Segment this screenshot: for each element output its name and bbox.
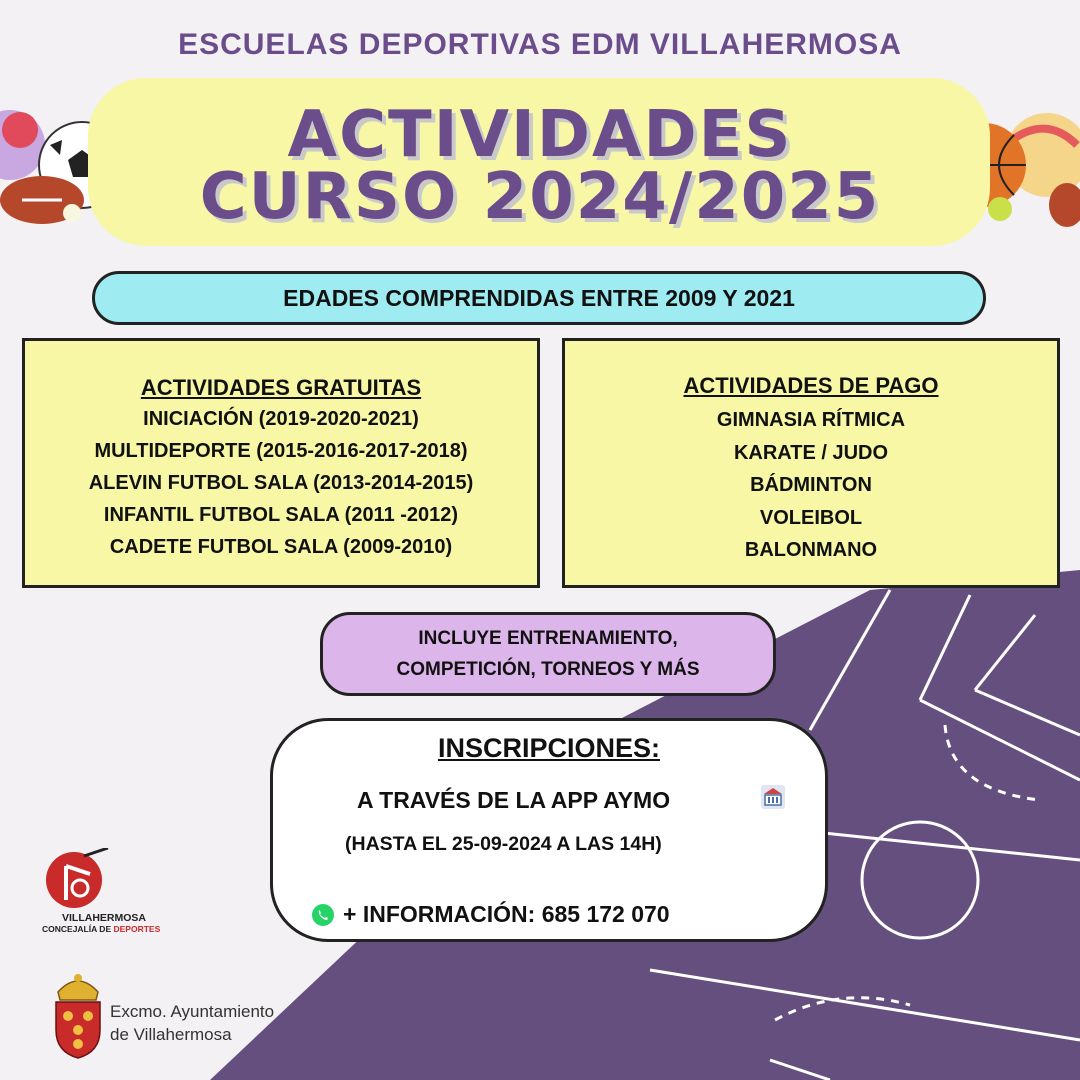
page-header-title: ESCUELAS DEPORTIVAS EDM VILLAHERMOSA [178,28,902,61]
sports-logo-concejalia: CONCEJALÍA DE DEPORTES [42,924,161,934]
free-activity-item: MULTIDEPORTE (2015-2016-2017-2018) [94,440,468,462]
registration-title: INSCRIPCIONES: [437,733,661,763]
paid-activity-item: KARATE / JUDO [733,441,889,464]
sports-logo-name: VILLAHERMOSA [62,912,146,924]
footer-line2: de Villahermosa [110,1025,232,1044]
coat-of-arms-icon [50,970,106,1060]
sports-logo-icon [44,848,110,914]
free-activity-item: CADETE FUTBOL SALA (2009-2010) [109,536,453,558]
registration-app-text: A TRAVÉS DE LA APP AYMO [357,787,671,813]
registration-deadline: (HASTA EL 25-09-2024 A LAS 14H) [345,833,662,855]
ages-banner: EDADES COMPRENDIDAS ENTRE 2009 Y 2021 [92,271,986,325]
includes-banner [320,612,776,696]
footer-municipality [110,1000,274,1046]
registration-info-phone[interactable]: + INFORMACIÓN: 685 172 070 [343,901,670,927]
paid-activity-item: BALONMANO [744,539,878,561]
free-activities-title: ACTIVIDADES GRATUITAS [140,375,422,400]
free-activity-item: INICIACIÓN (2019-2020-2021) [143,408,419,430]
includes-line2: COMPETICIÓN, TORNEOS Y MÁS [396,659,700,680]
free-activity-item: ALEVIN FUTBOL SALA (2013-2014-2015) [88,472,474,494]
paid-activity-item: BÁDMINTON [750,474,872,496]
paid-activity-item: VOLEIBOL [759,506,863,529]
paid-activity-item: GIMNASIA RÍTMICA [716,409,906,431]
hero-title-line1: ACTIVIDADES [287,98,793,172]
building-icon [759,783,787,811]
includes-line1: INCLUYE ENTRENAMIENTO, [418,628,678,649]
paid-activities-title: ACTIVIDADES DE PAGO [683,373,939,398]
registration-panel [270,718,828,942]
free-activity-item: INFANTIL FUTBOL SALA (2011 -2012) [103,504,459,526]
hero-title-line2: CURSO 2024/2025 [199,160,881,234]
free-activities-panel [22,338,540,588]
whatsapp-icon [311,903,335,927]
footer-line1: Excmo. Ayuntamiento [110,1002,275,1021]
paid-activities-panel [562,338,1060,588]
